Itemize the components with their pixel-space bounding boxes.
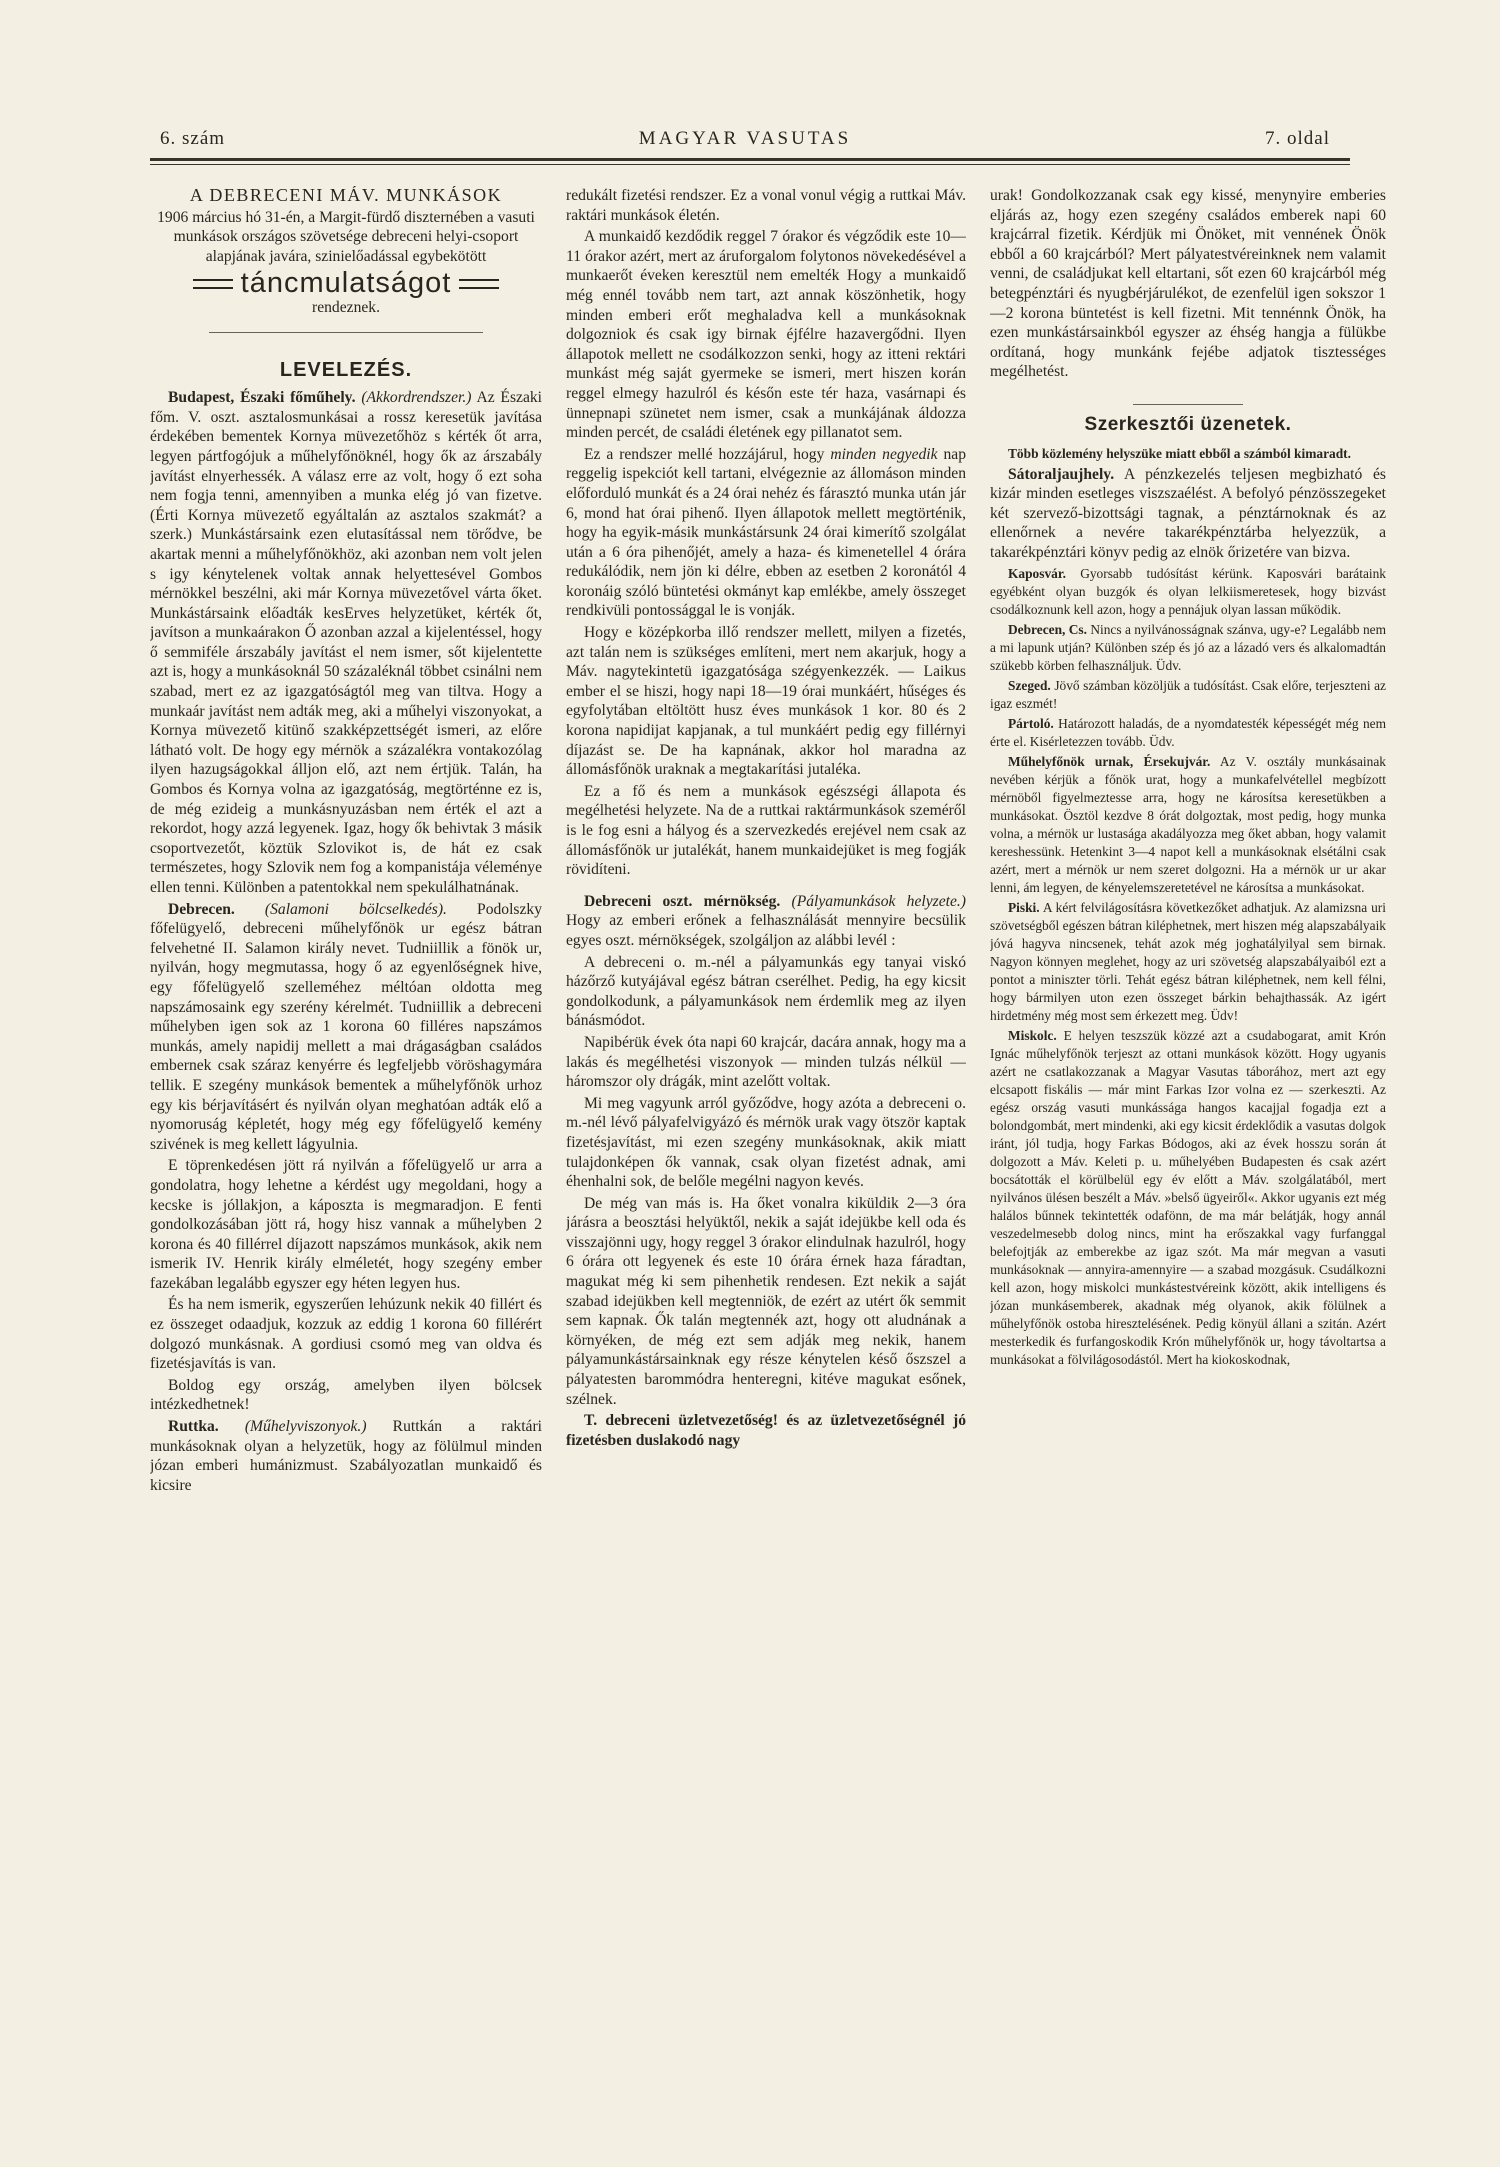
article-paragraph (150, 388, 542, 897)
reply-text: A pénzkezelés teljesen megbizható és kizár minden esetleges viszszaélést. A befolyó pénzösszegeket két szervező-bizottsági tagnak, a pénztárnoknak és az ellenőrnek a nevére takarékpénztárba helyezzük, a takarékpénztári könyv pedig az elnök őrizetére van bizva. (990, 465, 1386, 561)
article-paragraph: redukált fizetési rendszer. Ez a vonal vonul végig a ruttkai Máv. raktári munkások életén. (566, 187, 966, 224)
editor-reply (990, 621, 1386, 675)
announcement-big-text: táncmulatságot (240, 267, 452, 300)
article-text: Ruttkán a raktári munkásoknak olyan a helyzetük, hogy az fölülmul minden józan emberi humánizmust. Szabályozatlan munkaidő és kicsire (150, 1418, 542, 1494)
reply-recipient: Miskolc. (1008, 1027, 1057, 1043)
editor-reply (990, 677, 1386, 713)
editor-replies-small (990, 565, 1386, 1369)
column-2 (566, 186, 966, 2076)
article-subtitle: (Akkordrendszer.) (361, 389, 472, 407)
article-paragraph: És ha nem ismerik, egyszerűen lehúzunk nekik 40 fillért és ez összeget odaadjuk, kozzuk az eddig 1 korona 60 fillérért dolgozó munkásnak. A gordiusi csomó meg van oldva és fizetésjavítás is van. (150, 1296, 542, 1373)
section-heading-levelezes: LEVELEZÉS. (279, 358, 413, 381)
page-header (160, 128, 1330, 154)
announcement-footer: rendeznek. (312, 298, 380, 316)
column-1 (150, 186, 542, 2076)
article-subtitle: (Salamoni bölcselkedés). (264, 900, 447, 918)
article-subtitle: (Műhelyviszonyok.) (244, 1418, 367, 1436)
article-emphasis: minden negyedik (830, 445, 938, 463)
article-text: Az Északi főm. V. oszt. asztalosmunkásai a rossz keresetük javítása érdekében bementek Kornya müvezetőhöz s kérték őt arra, legyen pártfogójuk a műhelyfőnöknél, hogy ők az árszabály javítást elnyerhessék. A válasz erre az volt, hogy ő ezt soha nem fogja tenni, amennyiben a munka elég jó van fizetve. (Érti Kornya müvezető egyáltalán az asztalos szakmát? a szerk.) Munkástársaink ezen elutasítással nem törődve, be akartak menni a műhelyfőnökhöz, aki azonban nem volt jelen s igy kénytelenek voltak annak helyettesével Gombos mérnökkel beszélni, aki már Kornya müvezetővel várta őket. Munkástársaink előadták kesErves helyzetüket, kérték őt, javítson a munkaárakon Ő azonban azzal a kijelentéssel, hogy ő semmiféle árszabály javítást el nem ismer, sőt kijelentette azt is, hogy a munkásoknál 50 százaléknál többet csinálni nem szabad, mert ez az igazgatóságtól meg van tiltva. Hogy a munkaár javítást nem adták meg, aki a műhelyi viszonyokat, a Kornya müvezető kitünő szakképzettségét ismeri, az előre látható volt. De hogy egy mérnök a százalékra vontakozólag ilyen hazugságokkal álljon elő, azt nem értjük. Talán, ha Gombos és Kornya volna az igazgatóság, megtörténne ez is, de még ezideig a munkásnyuzásban nem érték el azt a rekordot, hogy azzá legyenek. Igaz, hogy ők behivtak 3 másik csoportvezetőt, köztük Szlovikot is, de hát ez csak természetes, hogy Szlovik nem fog a kompanistája véleménye ellen tenni. Különben a patentokkal nem spekulálhatnának. (150, 389, 542, 896)
article-paragraph (566, 892, 966, 951)
article-paragraph: E töprenkedésen jött rá nyilván a főfelügyelő ur arra a gondolatra, hogy lehetne a kérdést ugy megoldani, hogy a kecske is jóllakjon, a káposzta is megmaradjon. E fenti gondolkozásában jött rá, hogy hisz vannak a műhelyben 2 korona és 40 fillérrel díjazott napszámos munkások, akik nem ismerik IV. Henrik király elméletét, hogy szegény ember fazekában legalább egyszer egy héten legyen hus. (150, 1157, 542, 1292)
column-3 (990, 186, 1386, 2076)
article-lead: Ruttka. (168, 1418, 219, 1436)
reply-recipient: Sátoraljaujhely. (1008, 465, 1115, 483)
article-paragraph: Mi meg vagyunk arról győződve, hogy azóta a debreceni o. m.-nél lévő pályafelvigyázó és mérnök urak vagy ötször kaptak fizetésjavítást, mi ezen szegény munkásoknak, akik miatt tulajdonképen ők vannak, csak olyan fizetést adnak, ami éhenhalni sok, de belőle megélni nagyon kevés. (566, 1094, 966, 1191)
article-paragraph: urak! Gondolkozzanak csak egy kissé, menynyire emberies eljárás az, hogy ezen szegény családos emberek napi 60 krajcárral fizetik. Kérdjük mi Önöket, mit vennének Önök ebből a 60 krajcárból? Mert pályatestvéreinknek nem valamit venni, de családjukat kell eltartani, sőt ezen 60 krajcárból még betegpénztári és nyugbérjárulékot, de ezenfelül igen sokszor 1—2 korona büntetést is kell fizetni. Mit tennénnk Önök, ha ezen munkástársainkból egyszer az éhség hangja a fülükbe ordítaná, hogy munkánk fejébe adjatok tisztességes megélhetést. (990, 187, 1386, 381)
article-paragraph: A munkaidő kezdődik reggel 7 órakor és végződik este 10—11 órakor azért, mert az áruforgalom folytonos növekedésével a munkaerőt éveken keresztül nem emelték Hogy a munkaidő még ennél tovább nem tart, azt annak köszönhetik, hogy minden emberi erőt meghaladva kell a munkásoknak dolgozniok és csak igy birnak éjfélre hazavergődni. Ilyen állapotok mellett ne csodálkozzon senki, hogy az itteni rektári munkást még saját gyermeke se ismeri, mert hiszen korán reggel elmegy hazulról és későn este tér haza, vasárnapi és ünnepnapi szünetet nem ismer, csak a munkájának áldozza minden percét, de családi életének egy pillanatot sem. (566, 228, 966, 442)
spacer (566, 882, 966, 892)
editor-reply (990, 753, 1386, 897)
editor-reply (990, 565, 1386, 619)
article-paragraph (566, 1411, 966, 1450)
article-paragraph: A debreceni o. m.-nél a pályamunkás egy tanyai viskó házőrző kutyájával egész bátran cserélhet. Pedig, ha egy kicsit gondolkodunk, a pályamunkások nem érdemlik meg az ilyen bánásmódot. (566, 953, 966, 1030)
reply-text: Nincs a nyilvánosságnak szánva, ugy-e? Legalább nem a mi lapunk utján? Különben szép és jó az a lázadó vers és alkalomadtán szükebb körben felhasználjuk. Üdv. (990, 621, 1386, 673)
editorial-notice: Több közlemény helyszüke miatt ebből a számból kimaradt. (1008, 445, 1351, 461)
reply-recipient: Debrecen, Cs. (1008, 621, 1087, 637)
article-paragraph: Hogy e középkorba illő rendszer mellett, milyen a fizetés, azt talán nem is szükséges említeni, mert nem akarjuk, hogy a Máv. nagytekintetü igazgatósága szégyenkezzék. — Laikus ember el se hiszi, hogy napi 18—19 órai munkáért, hűséges és egyfolytában eltöltött husz éves munkások 1 kor. 80 és 2 korona napidijat kapjanak, a tul munkáért pedig egy fillérnyi díjazást se. De ha kapnának, akkor hol maradna az állomásfőnök uraknak a megtakarítási jutaléka. (566, 624, 966, 779)
article-lead: Debreceni oszt. mérnökség. (584, 892, 781, 910)
article-text: nap reggelig ispekciót kell tartani, elvégeznie az állomáson minden előforduló munkát és a 24 órai nehéz és fárasztó munka után jár 6, mond hat órai pihenő. Ilyen állapotok mellett megtörténik, hogy ha egyik-másik munkástársunk 24 órai kimerítő szolgálat után a 6 óra pihenőjét, amely a haza- és kimenetellel 4 órára redukálódik, nem jön ki délre, ebben az esetben 2 koronától 4 koronáig szóló büntetési okmányt kap emlékbe, amely összeget rendkivüli pontossággal le is vonják. (566, 445, 966, 620)
header-rule (150, 158, 1350, 161)
article-lead: Budapest, Északi főműhely. (168, 389, 356, 407)
editor-reply (990, 715, 1386, 751)
reply-recipient: Pártoló. (1008, 715, 1054, 731)
article-lead: Debrecen. (168, 900, 235, 918)
reply-text: Jövő számban közöljük a tudósítást. Csak előre, terjeszteni az igaz eszmét! (990, 677, 1386, 711)
article-paragraph: Napibérük évek óta napi 60 krajcár, dacára annak, hogy ma a lakás és megélhetési viszonyok — minden tulzás nélkül — háromszor oly drágák, mint azelőtt voltak. (566, 1033, 966, 1091)
article-paragraph (150, 900, 542, 1155)
double-rule-left (193, 279, 233, 289)
article-paragraph: De még van más is. Ha őket vonalra kiküldik 2—3 óra járásra a beosztási helyüktől, nekik a saját idejükbe kell oda és visszajönni ugy, hogy reggel 3 órakor elindulnak hazulról, hogy 6 órára ott legyenek és este 10 órára érnek haza fáradtan, magukat még ki sem pihenhetik rendesen. Ezt nekik a saját szabad idejükben kell megtenniök, de ezért az utért ők semmit sem kapnak. Ők talán megtennék azt, hogy ott aludnának a környéken, de még ezt sem adják meg nekik, hanem pályamunkástársainknak egy része kénytelen késő őszszel a pályatesten barommódra henteregni, kitéve magukat esőnek, szélnek. (566, 1194, 966, 1408)
reply-text: Gyorsabb tudósítást kérünk. Kaposvári barátaink egyébként olyan buzgók és olyan lelkiismeretesek, hogy bizvást csodálkoznunk kell azon, hogy a pennájuk olyan lassan működik. (990, 565, 1386, 617)
section-heading-szerkesztoi: Szerkesztői üzenetek. (1084, 413, 1292, 435)
issue-number: 6. szám (160, 128, 226, 149)
article-text: Hogy az emberi erőnek a felhasználását mennyire becsülik egyes oszt. mérnökségek, szolgáljon az alábbi levél : (566, 912, 966, 949)
editor-reply (990, 1027, 1386, 1369)
reply-text: A kért felvilágosításra következőket adhatjuk. Az alamizsna uri szövetségből egészen bátran kiléphetnek, mert hiszen még alapszabályaik jóvá hagyva nincsenek, tehát azok még joghatályilyal sem birnak. Nagyon könnyen meglehet, hogy az uri szövetség alapszabályaiból ezt a pontot a miniszter törli. Tehát egész bátran kiléphetnek, nem kell félni, hogy bármilyen uton ezen összeget bárkin behajthassák. Az igért hirdetmény még most sem érkezett meg. Üdv! (990, 899, 1386, 1023)
article-subtitle: (Pályamunkások helyzete.) (791, 892, 966, 910)
header-rule-thin (150, 164, 1350, 165)
article-text: Ez a rendszer mellé hozzájárul, hogy (584, 445, 825, 463)
announcement-body: 1906 március hó 31-én, a Margit-fürdő diszternében a vasuti munkások országos szövetsége debreceni helyi-csoport alapjának javára, szinielőadással egybekötött (157, 208, 535, 265)
article-lead: T. debreceni üzletvezetőség! és az üzletvezetőségnél jó fizetésben duslakodó nagy (566, 1412, 966, 1449)
masthead-title: MAGYAR VASUTAS (638, 128, 852, 149)
reply-text: E helyen teszszük közzé azt a csudabogarat, amit Krón Ignác műhelyfőnök terjeszt az ottani munkások között. Hogy ugyanis azért ne csatlakozzanak a Magyar Vasutas táborához, mert azt egy elcsapott fiskális — már mint Farkas Izor volna ez — szerkeszti. Az egész ország vasuti munkássága hangos kacajjal fogadja ezt a bolondgombát, mert mindenki, aki egy kicsit érdeklődik a vasutas dolgok iránt, jól tudja, hogy Farkas Bódogos, aki az évek hosszu során át dolgozott a Máv. Keleti p. u. műhelyében Budapesten és csak azért bocsátották el körülbelül egy év előtt a Máv. szolgálatából, mert nyilvános ülésen beszélt a Máv. »belső ügyeiről«. Akkor ugyanis ezt még halálos bűnnek tekintették odafönn, de ma már belátják, hogy annál veszedelmesebb dolog nincs, mint ha erőszakkal vagy furfanggal belefojtják az emberekbe az igaz szót. Ma már megvan a vasuti munkásoknak — annyira-amennyire — a szabad mozgásuk. Csudálkozni kell azon, hogy miskolci munkástestvéreink között, akik intelligens és józan munkásemberek, akadnak még olyanok, akik fölülnek a műhelyfőnök ostoba hiresztelésének. Pedig könyül állani a szitán. Azért mesterkedik és furfangoskodik Krón műhelyfőnök ur, hogy távoltartsa a munkásokat a fölvilágosodástól. Mert ha kiokoskodnak, (990, 1027, 1386, 1367)
article-text: Podolszky főfelügyelő, debreceni műhelyfőnök ur egész bátran felvehetné II. Salamon király nevet. Tudniillik a fönök ur, nyilván, hogy megmutassa, hogy ő az egyenlőségnek hive, egy főfelügyelő szelleméhez méltóan oldotta meg napszámosaink egy szerény kérelmét. Tudniillik a debreceni műhelyben igen sok az 1 korona 60 filléres napszámos munkás, amely napidij mellett a mai drágaságban családos embernek csak száraz kenyérre és legfeljebb vöröshagymára tellik. E szegény munkások bementek a műhelyfőnök urhoz egy kis bérjavításért és nyilván olyan meghatóan adták elő a nyomoruság képletét, hogy még egy főfelügyelő kemény szivének is meg kellett lágyulnia. (150, 900, 542, 1153)
reply-recipient: Kaposvár. (1008, 565, 1066, 581)
article-paragraph: Ez a fő és nem a munkások egészségi állapota és megélhetési helyzete. Na de a ruttkai raktármunkások szeméről is le fog esni a hályog és a szervezkedés erejével nem csak az állomásfőnök ur jutalékát, hanem munkaidejüket is meg fogják rövidíteni. (566, 782, 966, 879)
announcement-title: A DEBRECENI MÁV. MUNKÁSOK (189, 186, 503, 205)
article-paragraph (566, 445, 966, 621)
reply-recipient: Szeged. (1008, 677, 1051, 693)
page-number: 7. oldal (1265, 128, 1330, 149)
separator (209, 332, 483, 333)
reply-recipient: Piski. (1008, 899, 1040, 915)
double-rule-right (459, 279, 499, 289)
separator (1133, 404, 1244, 405)
article-paragraph: Boldog egy ország, amelyben ilyen bölcsek intézkedhetnek! (150, 1376, 542, 1414)
article-paragraph (150, 1417, 542, 1495)
reply-recipient: Műhelyfőnök urnak, Érsekujvár. (1008, 753, 1211, 769)
announcement-headline (150, 267, 542, 300)
editor-reply (990, 899, 1386, 1025)
reply-text: Az V. osztály munkásainak nevében kérjük a főnök urat, hogy a munkafelvétellel megbízott mérnöből figyelmeztesse arra, hogy ne károsítsa keresetükben a munkásokat. Ösztöl kezdve 8 órát dolgoztak, most pedig, hogy munka volna, a mérnök ur lustasága akadályozza meg őket abban, hogy valamit kereshessünk. Hetenkint 3—4 napot kell a munkásoknak elsétálni csak azért, mert a mérnök ur nem szeret dolgozni. Ha a mérnök ur ur akar lenni, ám legyen, de kényelemszeretetével ne károsítsa a munkásokat. (990, 753, 1386, 895)
reply-text: Határozott haladás, de a nyomdatesték képességét még nem érte el. Kisérletezzen tovább. Üdv. (990, 715, 1386, 749)
editor-reply (990, 465, 1386, 563)
